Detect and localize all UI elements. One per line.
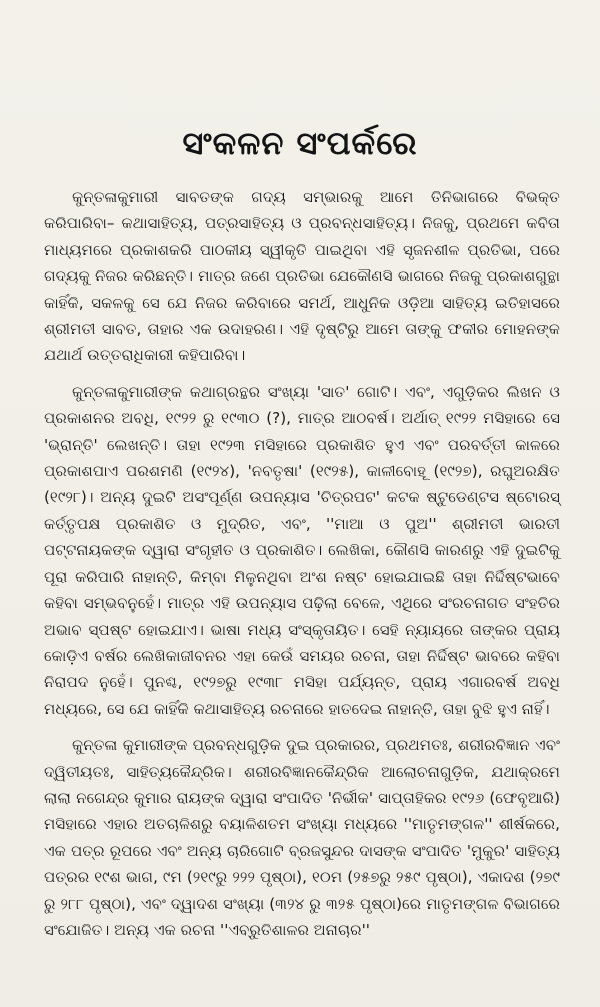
page-title: ସଂକଳନ ସଂପର୍କରେ bbox=[182, 124, 418, 162]
paragraph-2: କୁନ୍ତଳାକୁମାରୀଙ୍କ କଥାଗ୍ରନ୍ଥର ସଂଖ୍ୟା 'ସାତ' ଗୋଟି। ଏବଂ, ଏଗୁଡ଼ିକର ଲିଖନ ଓ ପ୍ରକାଶନର ଅବଧି, ୧୯୨୨ ରୁ ୧୯୩୦ (?), ମାତ୍ର ଆଠବର୍ଷ। ଅର୍ଥାତ୍ ୧୯୨୨ ମସିହାରେ ସେ 'ଭ୍ରାନ୍ତି' ଲେଖନ୍ତି। ତାହା ୧୯୨୩ ମସିହାରେ ପ୍ରକାଶିତ ହୁଏ ଏବଂ ପରବର୍ତ୍ତୀ କାଳରେ ପ୍ରକାଶପାଏ ପରଶମଣି (୧୯୨୪), 'ନବତୃଷା' (୧୯୨୫), କାଳୀବୋହୂ (୧୯୨୭), ରଘୁଅରକ୍ଷିତ (୧୯୨୮)। ଅନ୍ୟ ଦୁଇଟି ଅସଂପୂର୍ଣ୍ଣ ଉପନ୍ୟାସ 'ଚିତ୍ରପଟ' କଟକ ଷ୍ଟୁଡେଣ୍ଟସ ଷ୍ଟୋରସ୍ କର୍ତ୍ତୃପକ୍ଷ ପ୍ରକାଶିତ ଓ ମୁଦ୍ରିତ, ଏବଂ, ''ମାଆ ଓ ପୁଅ'' ଶ୍ରୀମତୀ ଭାରତୀ ପଟ୍ଟନାୟକଙ୍କ ଦ୍ୱାରା ସଂଗୃହୀତ ଓ ପ୍ରକାଶିତ। ଲେଖିକା, କୌଣସି କାରଣରୁ ଏହି ଦୁଇଟିକୁ ପୂରା କରିପାରି ନାହାନ୍ତି, କିମ୍ବା ମିଳୁନଥିବା ଅଂଶ ନଷ୍ଟ ହୋଇଯାଇଛି ତାହା ନିର୍ଦ୍ଦିଷ୍ଟଭାବେ କହିବା ସମ୍ଭବନୁହେଁ। ମାତ୍ର ଏହି ଉପନ୍ୟାସ ପଢ଼ିଲା ବେଳେ, ଏଥିରେ ସଂରଚନାଗତ ସଂହତିର ଅଭାବ ସ୍ପଷ୍ଟ ହୋଇଯାଏ। ଭାଷା ମଧ୍ୟ ସଂସ୍କୃତାୟିତ। ସେହି ନ୍ୟାୟରେ ତାଙ୍କର ପ୍ରାୟ କୋଡ଼ିଏ ବର୍ଷର ଲେଖିକାଜୀବନର ଏହା କେଉଁ ସମୟର ରଚନା, ତାହା ନିର୍ଦ୍ଦିଷ୍ଟ ଭାବରେ କହିବା ନିରାପଦ ନୁହେଁ। ପୁନଶ୍ଚ, ୧୯୨୭ରୁ ୧୯୩୮ ମସିହା ପର୍ଯ୍ୟନ୍ତ, ପ୍ରାୟ ଏଗାରବର୍ଷ ଅବଧି ମଧ୍ୟରେ, ସେ ଯେ କାହିଁକି କଥାସାହିତ୍ୟ ରଚନାରେ ହାତଦେଇ ନାହାନ୍ତି, ତାହା ବୁଝି ହୁଏ ନାହିଁ। bbox=[44, 382, 560, 718]
paragraph-1: କୁନ୍ତଳାକୁମାରୀ ସାବତଙ୍କ ଗଦ୍ୟ ସମ୍ଭାରକୁ ଆମେ ତିନିଭାଗରେ ବିଭକ୍ତ କରିପାରିବା– କଥାସାହିତ୍ୟ, ପତ୍ରସାହିତ୍ୟ ଓ ପ୍ରବନ୍ଧସାହିତ୍ୟ। ନିଜକୁ, ପ୍ରଥମେ କବିତା ମାଧ୍ୟମରେ ପ୍ରକାଶକରି ପାଠକୀୟ ସ୍ୱୀକୃତି ପାଇଥିବା ଏହି ସୃଜନଶୀଳ ପ୍ରତିଭା, ପରେ ଗଦ୍ୟକୁ ନିଜର କରିଛନ୍ତି। ମାତ୍ର ଜଣେ ପ୍ରତିଭା ଯେକୌଣସି ଭାଗରେ ନିଜକୁ ପ୍ରକାଶଗୁନ୍ଥା କାହିଁକି, ସକଳକୁ ସେ ଯେ ନିଜର କରିବାରେ ସମର୍ଥ, ଆଧୁନିକ ଓଡ଼ିଆ ସାହିତ୍ୟ ଇତିହାସରେ ଶ୍ରୀମତୀ ସାବତ, ତାହାର ଏକ ଉଦାହରଣ। ଏହି ଦୃଷ୍ଟିରୁ ଆମେ ତାଙ୍କୁ ଫକୀର ମୋହନଙ୍କ ଯଥାର୍ଥ ଉତ୍ତରାଧିକାରୀ କହିପାରିବା। bbox=[44, 188, 560, 365]
paragraph-3: କୁନ୍ତଳା କୁମାରୀଙ୍କ ପ୍ରବନ୍ଧଗୁଡ଼ିକ ଦୁଇ ପ୍ରକାରର, ପ୍ରଥମତଃ, ଶରୀରବିଜ୍ଞାନ ଏବଂ ଦ୍ୱିତୀୟତଃ, ସାହିତ୍ୟକୈନ୍ଦ୍ରିକ। ଶରୀରବିଜ୍ଞାନକୈନ୍ଦ୍ରିକ ଆଲୋଚନାଗୁଡ଼ିକ, ଯଥାକ୍ରମେ ଲାଲା ନଗେନ୍ଦ୍ର କୁମାର ରାୟଙ୍କ ଦ୍ୱାରା ସଂପାଦିତ 'ନିର୍ଭୀକ' ସାପ୍ତାହିକର ୧୯୨୬ (ଫେବୃଆରି) ମସିହାରେ ଏହାର ଅତଚାଳିଶରୁ ବୟାଳିଶତମ ସଂଖ୍ୟା ମଧ୍ୟରେ ''ମାତୃମଙ୍ଗଳ'' ଶୀର୍ଷକରେ, ଏକ ପତ୍ର ରୂପରେ ଏବଂ ଅନ୍ୟ ଚାରିଗୋଟି ବ୍ରଜସୁନ୍ଦର ଦାସଙ୍କ ସଂପାଦିତ 'ମୁକୁର' ସାହିତ୍ୟ ପତ୍ରର ୧୯ଶ ଭାଗ, ୯ମ (୨୧୯ରୁ ୨୨୨ ପୃଷ୍ଠା), ୧୦ମ (୨୫୭ରୁ ୨୫୯ ପୃଷ୍ଠା), ଏକାଦଶ (୨୭୯ ରୁ ୨୮୮ ପୃଷ୍ଠା), ଏବଂ ଦ୍ୱାଦଶ ସଂଖ୍ୟା (୩୨୪ ରୁ ୩୨୫ ପୃଷ୍ଠା)ରେ ମାତୃମଙ୍ଗଳ ବିଭାଗରେ ସଂଯୋଜିତ। ଅନ୍ୟ ଏକ ରଚନା ''ଏବ୍ରୁତିଶାଳର ଅନାଚାର'' bbox=[44, 736, 560, 939]
document-body bbox=[44, 184, 560, 943]
